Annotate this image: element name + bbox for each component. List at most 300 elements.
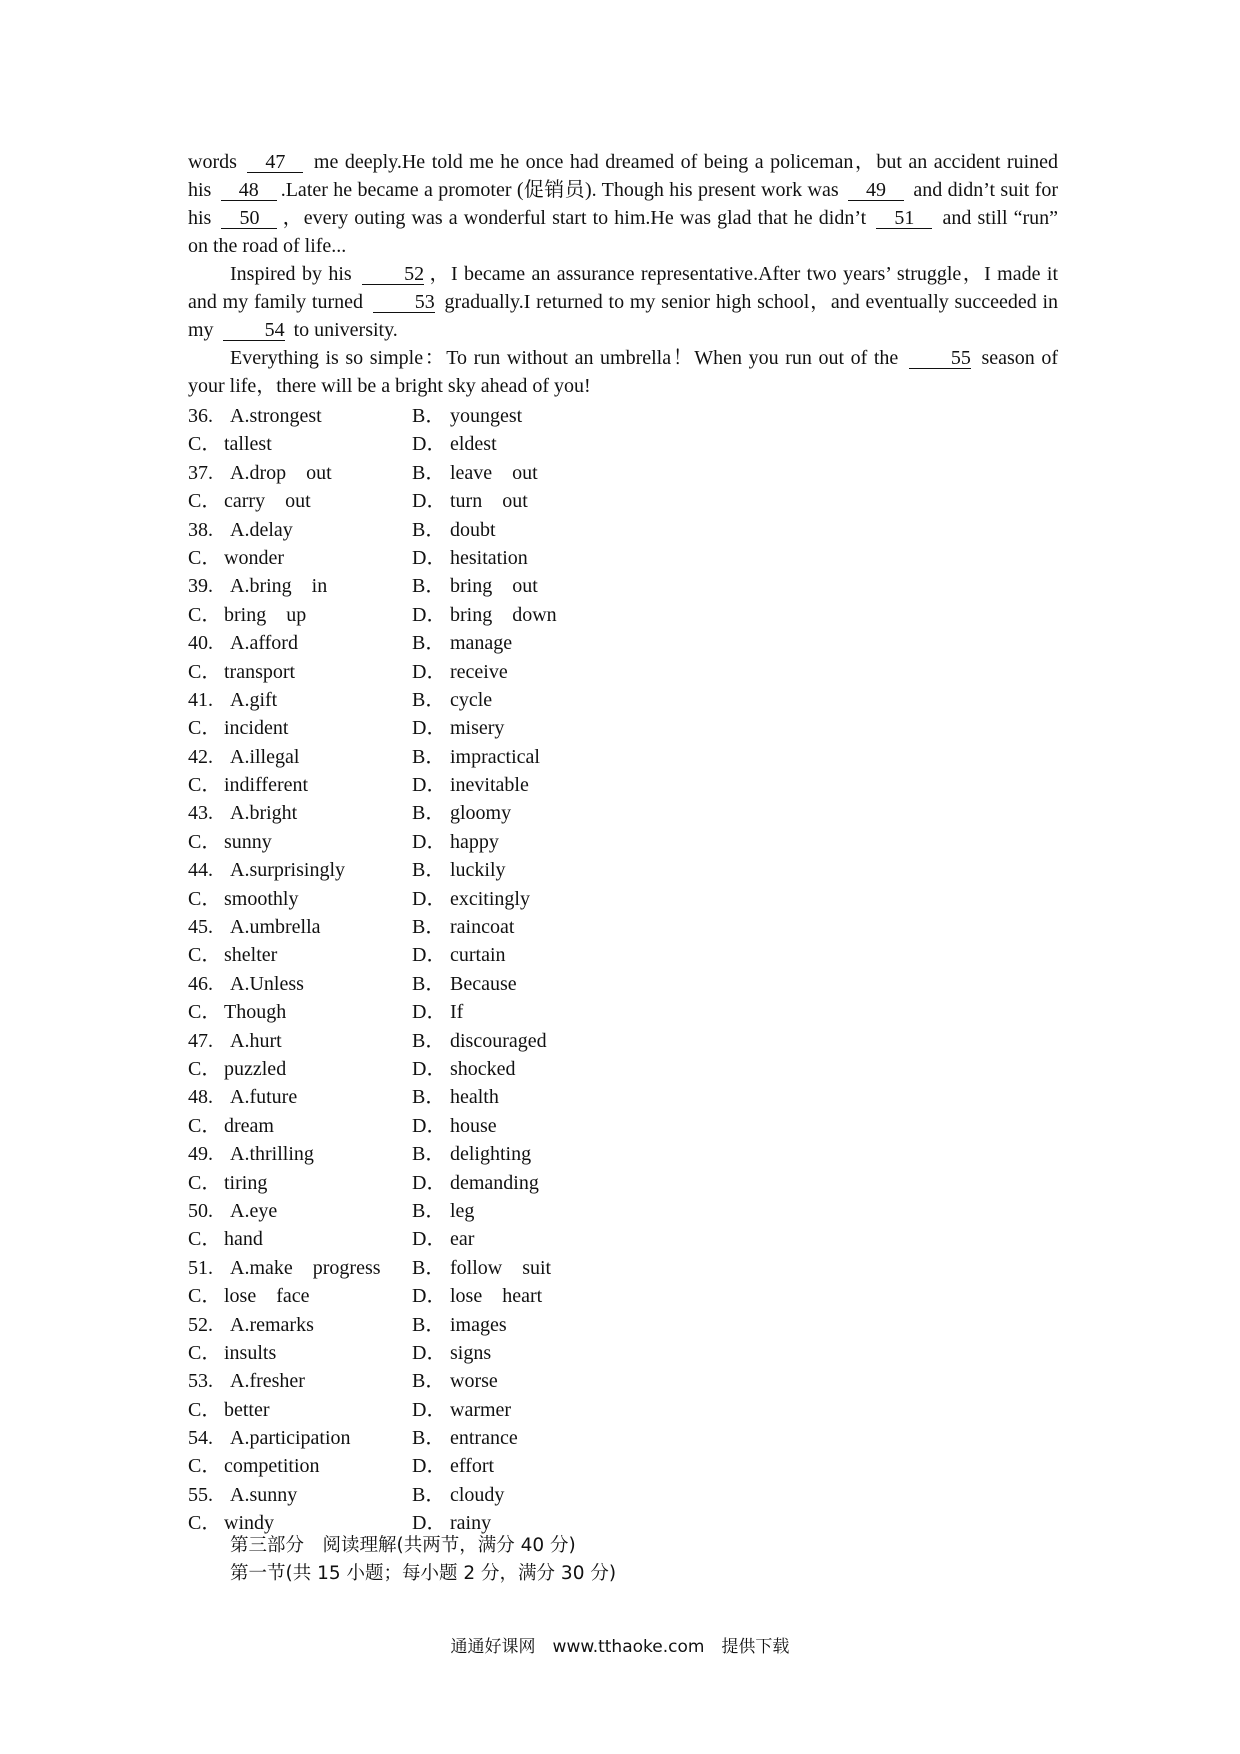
option-d bbox=[412, 771, 529, 799]
question-row-cd bbox=[188, 1169, 788, 1197]
option-a-text: A.eye bbox=[230, 1199, 278, 1222]
option-d bbox=[412, 941, 506, 969]
option-b-label: B． bbox=[412, 1143, 446, 1166]
option-d-text: misery bbox=[450, 717, 505, 740]
option-b bbox=[412, 743, 540, 771]
question-row-cd bbox=[188, 544, 788, 572]
option-b-text: Because bbox=[450, 972, 517, 995]
option-b-text: health bbox=[450, 1086, 499, 1109]
question-row-cd bbox=[188, 941, 788, 969]
question-row-ab bbox=[188, 459, 788, 487]
option-d-label: D． bbox=[412, 1171, 447, 1194]
option-b bbox=[412, 1140, 531, 1168]
option-c bbox=[188, 487, 311, 515]
option-b-label: B． bbox=[412, 575, 446, 598]
option-a bbox=[188, 1083, 297, 1111]
question-row-ab bbox=[188, 743, 788, 771]
option-d bbox=[412, 1225, 474, 1253]
option-c-text: hand bbox=[224, 1228, 263, 1251]
option-c-text: dream bbox=[224, 1114, 274, 1137]
option-b-text: bring out bbox=[450, 575, 538, 598]
question-row-cd bbox=[188, 1396, 788, 1424]
option-b bbox=[412, 1481, 504, 1509]
option-b-label: B． bbox=[412, 405, 446, 427]
question-row-ab bbox=[188, 1197, 788, 1225]
option-c-text: wonder bbox=[224, 546, 284, 569]
option-c-text: puzzled bbox=[224, 1057, 287, 1080]
option-a-text: A.umbrella bbox=[230, 916, 321, 939]
option-a-text: A.fresher bbox=[230, 1370, 305, 1393]
option-c-label: C． bbox=[188, 1285, 222, 1308]
option-a-text: A.surprisingly bbox=[230, 859, 345, 882]
option-c-label: C． bbox=[188, 1228, 222, 1251]
option-b-text: luckily bbox=[450, 859, 506, 882]
option-d-label: D． bbox=[412, 433, 447, 456]
question-number: 55. bbox=[188, 1483, 213, 1506]
option-d-label: D． bbox=[412, 774, 447, 797]
option-c bbox=[188, 941, 277, 969]
option-d bbox=[412, 601, 557, 629]
question-number: 43. bbox=[188, 802, 213, 825]
question-row-ab bbox=[188, 1027, 788, 1055]
option-d-text: happy bbox=[450, 830, 499, 853]
option-b-text: follow suit bbox=[450, 1256, 552, 1279]
option-d bbox=[412, 1396, 511, 1424]
question-row-ab bbox=[188, 913, 788, 941]
option-c bbox=[188, 1055, 286, 1083]
option-a bbox=[188, 629, 298, 657]
question-row-ab bbox=[188, 1083, 788, 1111]
question-number: 50. bbox=[188, 1199, 213, 1222]
question-number: 37. bbox=[188, 461, 213, 484]
option-d bbox=[412, 1112, 497, 1140]
option-d bbox=[412, 998, 463, 1026]
option-d bbox=[412, 1169, 539, 1197]
option-b-text: raincoat bbox=[450, 916, 515, 939]
option-c-text: lose face bbox=[224, 1285, 310, 1308]
option-d-label: D． bbox=[412, 717, 447, 740]
option-c-text: carry out bbox=[224, 490, 311, 513]
passage-text: ，I became an assurance representative.After two years’ struggle，I made it and my family turned bbox=[188, 263, 1059, 313]
option-b bbox=[412, 459, 538, 487]
option-b-label: B． bbox=[412, 518, 446, 541]
option-b-text: cycle bbox=[450, 688, 493, 711]
option-a-text: A.strongest bbox=[230, 405, 322, 427]
option-c-text: Though bbox=[224, 1001, 287, 1024]
question-number: 36. bbox=[188, 405, 213, 427]
option-b bbox=[412, 1367, 498, 1395]
question-row-cd bbox=[188, 885, 788, 913]
question-row-cd bbox=[188, 1452, 788, 1480]
option-d-label: D． bbox=[412, 603, 447, 626]
option-a-text: A.sunny bbox=[230, 1483, 298, 1506]
question-number: 38. bbox=[188, 518, 213, 541]
option-b bbox=[412, 856, 506, 884]
option-d-text: warmer bbox=[450, 1398, 512, 1421]
option-c bbox=[188, 658, 295, 686]
option-c-text: incident bbox=[224, 717, 289, 740]
question-row-ab bbox=[188, 1424, 788, 1452]
question-number: 48. bbox=[188, 1086, 213, 1109]
option-c-label: C． bbox=[188, 830, 222, 853]
option-b bbox=[412, 799, 511, 827]
option-c bbox=[188, 998, 286, 1026]
option-a-text: A.make progress bbox=[230, 1256, 381, 1279]
option-c-label: C． bbox=[188, 546, 222, 569]
option-a-text: A.Unless bbox=[230, 972, 304, 995]
question-row-cd bbox=[188, 1055, 788, 1083]
option-c-text: competition bbox=[224, 1455, 320, 1478]
option-a bbox=[188, 799, 297, 827]
passage-text: season of your life，there will be a bright sky ahead of you! bbox=[188, 347, 1059, 397]
option-a bbox=[188, 686, 277, 714]
option-b bbox=[412, 913, 514, 941]
question-row-cd bbox=[188, 1112, 788, 1140]
blank-50: 50 bbox=[221, 208, 277, 229]
question-number: 42. bbox=[188, 745, 213, 768]
question-row-cd bbox=[188, 1282, 788, 1310]
option-b-label: B． bbox=[412, 859, 446, 882]
option-d bbox=[412, 487, 528, 515]
option-d-text: demanding bbox=[450, 1171, 539, 1194]
option-c-label: C． bbox=[188, 1057, 222, 1080]
blank-49: 49 bbox=[848, 180, 904, 201]
option-d-label: D． bbox=[412, 830, 447, 853]
option-c-text: smoothly bbox=[224, 887, 299, 910]
passage-text: and still “run” on the road of life... bbox=[188, 207, 1059, 257]
option-d-text: ear bbox=[450, 1228, 475, 1251]
blank-48: 48 bbox=[221, 180, 277, 201]
option-d bbox=[412, 1452, 494, 1480]
question-row-cd bbox=[188, 828, 788, 856]
option-c-label: C． bbox=[188, 1398, 222, 1421]
option-a bbox=[188, 1311, 314, 1339]
option-b-text: impractical bbox=[450, 745, 540, 768]
option-a bbox=[188, 856, 345, 884]
option-d-text: eldest bbox=[450, 433, 497, 456]
option-b bbox=[412, 1083, 499, 1111]
option-c bbox=[188, 1225, 263, 1253]
option-b-text: cloudy bbox=[450, 1483, 505, 1506]
option-b bbox=[412, 1254, 551, 1282]
option-d-label: D． bbox=[412, 1285, 447, 1308]
blank-51: 51 bbox=[876, 208, 932, 229]
option-c-label: C． bbox=[188, 944, 222, 967]
option-b-label: B． bbox=[412, 1199, 446, 1222]
option-a-text: A.future bbox=[230, 1086, 298, 1109]
option-c-label: C． bbox=[188, 774, 222, 797]
passage-paragraph-2 bbox=[188, 260, 1058, 344]
option-c bbox=[188, 430, 272, 458]
question-row-ab bbox=[188, 402, 788, 430]
option-d-label: D． bbox=[412, 1341, 447, 1364]
option-c bbox=[188, 1396, 270, 1424]
option-d bbox=[412, 658, 508, 686]
question-row-cd bbox=[188, 771, 788, 799]
option-b bbox=[412, 1027, 547, 1055]
cloze-passage bbox=[188, 148, 1058, 400]
option-a bbox=[188, 913, 321, 941]
question-row-cd bbox=[188, 430, 788, 458]
blank-55: 55 bbox=[909, 348, 971, 369]
question-row-ab bbox=[188, 686, 788, 714]
option-c-label: C． bbox=[188, 660, 222, 683]
question-number: 39. bbox=[188, 575, 213, 598]
option-c-text: windy bbox=[224, 1512, 274, 1535]
option-a bbox=[188, 743, 299, 771]
option-c bbox=[188, 1169, 267, 1197]
question-row-cd bbox=[188, 1339, 788, 1367]
option-d-label: D． bbox=[412, 1057, 447, 1080]
question-row-ab bbox=[188, 1140, 788, 1168]
option-c-label: C． bbox=[188, 717, 222, 740]
option-d-text: effort bbox=[450, 1455, 495, 1478]
option-b-label: B． bbox=[412, 1256, 446, 1279]
option-a bbox=[188, 459, 332, 487]
option-c-label: C． bbox=[188, 1114, 222, 1137]
option-d-text: curtain bbox=[450, 944, 506, 967]
option-a bbox=[188, 1481, 297, 1509]
option-d-label: D． bbox=[412, 887, 447, 910]
passage-text: to university. bbox=[293, 319, 398, 341]
blank-47: 47 bbox=[247, 152, 303, 173]
question-row-cd bbox=[188, 487, 788, 515]
question-number: 41. bbox=[188, 688, 213, 711]
question-row-ab bbox=[188, 1367, 788, 1395]
option-d bbox=[412, 430, 497, 458]
passage-text: and didn’t suit for his bbox=[188, 179, 1059, 229]
blank-54: 54 bbox=[223, 320, 285, 341]
option-d-label: D． bbox=[412, 490, 447, 513]
option-d-label: D． bbox=[412, 1114, 447, 1137]
option-b-text: images bbox=[450, 1313, 507, 1336]
question-number: 47. bbox=[188, 1029, 213, 1052]
question-row-ab bbox=[188, 799, 788, 827]
option-b-label: B． bbox=[412, 916, 446, 939]
section-heading-part3: 第三部分 阅读理解(共两节，满分 40 分) bbox=[230, 1535, 576, 1556]
option-a-text: A.participation bbox=[230, 1427, 351, 1450]
question-row-ab bbox=[188, 1311, 788, 1339]
option-b-text: leg bbox=[450, 1199, 475, 1222]
option-b-label: B． bbox=[412, 632, 446, 655]
option-c-label: C． bbox=[188, 1455, 222, 1478]
question-row-ab bbox=[188, 856, 788, 884]
option-d-label: D． bbox=[412, 546, 447, 569]
question-row-cd bbox=[188, 998, 788, 1026]
question-row-ab bbox=[188, 1481, 788, 1509]
option-d-label: D． bbox=[412, 1398, 447, 1421]
option-b-text: entrance bbox=[450, 1427, 518, 1450]
option-a bbox=[188, 970, 304, 998]
option-b bbox=[412, 629, 512, 657]
question-row-ab bbox=[188, 970, 788, 998]
option-c-text: tallest bbox=[224, 433, 272, 456]
question-number: 49. bbox=[188, 1143, 213, 1166]
option-d-text: shocked bbox=[450, 1057, 516, 1080]
option-b-label: B． bbox=[412, 1483, 446, 1506]
question-row-cd bbox=[188, 1225, 788, 1253]
option-d-text: turn out bbox=[450, 490, 528, 513]
passage-paragraph-1 bbox=[188, 148, 1058, 260]
option-c-text: indifferent bbox=[224, 774, 309, 797]
option-a bbox=[188, 1254, 381, 1282]
option-a bbox=[188, 1027, 282, 1055]
question-number: 53. bbox=[188, 1370, 213, 1393]
option-d bbox=[412, 1282, 542, 1310]
passage-text: Inspired by his bbox=[230, 263, 352, 285]
passage-text: me deeply.He told me he once had dreamed of being a policeman，but an accident ruined his bbox=[188, 151, 1059, 201]
option-b-label: B． bbox=[412, 1427, 446, 1450]
option-a-text: A.afford bbox=[230, 632, 298, 655]
option-c-label: C． bbox=[188, 433, 222, 456]
question-row-ab bbox=[188, 1254, 788, 1282]
question-number: 52. bbox=[188, 1313, 213, 1336]
option-d-label: D． bbox=[412, 660, 447, 683]
option-b-text: gloomy bbox=[450, 802, 512, 825]
option-b bbox=[412, 970, 517, 998]
option-a-text: A.gift bbox=[230, 688, 278, 711]
answer-options-list bbox=[188, 402, 788, 1538]
passage-text: ，every outing was a wonderful start to him.He was glad that he didn’t bbox=[281, 207, 867, 229]
question-number: 44. bbox=[188, 859, 213, 882]
option-c bbox=[188, 828, 272, 856]
option-c-text: bring up bbox=[224, 603, 307, 626]
option-b-text: manage bbox=[450, 632, 513, 655]
option-d-text: hesitation bbox=[450, 546, 528, 569]
question-row-cd bbox=[188, 601, 788, 629]
option-d-text: bring down bbox=[450, 603, 557, 626]
option-a-text: A.thrilling bbox=[230, 1143, 314, 1166]
passage-paragraph-3 bbox=[188, 344, 1058, 400]
option-c-label: C． bbox=[188, 1171, 222, 1194]
option-d-label: D． bbox=[412, 1001, 447, 1024]
option-c bbox=[188, 1112, 274, 1140]
option-c bbox=[188, 601, 306, 629]
option-a-text: A.hurt bbox=[230, 1029, 282, 1052]
option-c-label: C． bbox=[188, 887, 222, 910]
option-d-label: D． bbox=[412, 944, 447, 967]
option-a bbox=[188, 1140, 314, 1168]
question-number: 51. bbox=[188, 1256, 213, 1279]
option-a-text: A.remarks bbox=[230, 1313, 314, 1336]
option-d-label: D． bbox=[412, 1228, 447, 1251]
option-d-label: D． bbox=[412, 1455, 447, 1478]
option-b-label: B． bbox=[412, 745, 446, 768]
option-c bbox=[188, 714, 288, 742]
option-d-text: receive bbox=[450, 660, 508, 683]
footer-download-note: 通通好课网 www.tthaoke.com 提供下载 bbox=[450, 1637, 790, 1657]
question-row-ab bbox=[188, 516, 788, 544]
option-c-label: C． bbox=[188, 1001, 222, 1024]
option-d-text: If bbox=[450, 1001, 464, 1024]
option-a bbox=[188, 516, 293, 544]
option-c-label: C． bbox=[188, 490, 222, 513]
option-c bbox=[188, 544, 284, 572]
option-a bbox=[188, 1424, 351, 1452]
option-b-text: leave out bbox=[450, 461, 538, 484]
option-c bbox=[188, 771, 308, 799]
option-b-label: B． bbox=[412, 461, 446, 484]
option-d-text: excitingly bbox=[450, 887, 530, 910]
question-number: 46. bbox=[188, 972, 213, 995]
passage-text: Everything is so simple：To run without an umbrella！When you run out of the bbox=[230, 347, 899, 369]
option-b bbox=[412, 516, 496, 544]
option-c-text: transport bbox=[224, 660, 296, 683]
option-d-text: inevitable bbox=[450, 774, 529, 797]
option-b bbox=[412, 1424, 518, 1452]
passage-text: words bbox=[188, 151, 237, 173]
option-b bbox=[412, 1197, 474, 1225]
option-b-text: delighting bbox=[450, 1143, 532, 1166]
option-b-label: B． bbox=[412, 1029, 446, 1052]
option-d bbox=[412, 885, 530, 913]
option-b-text: worse bbox=[450, 1370, 498, 1393]
option-b bbox=[412, 402, 522, 430]
option-c bbox=[188, 885, 298, 913]
option-c bbox=[188, 1452, 320, 1480]
option-b bbox=[412, 572, 538, 600]
option-a-text: A.delay bbox=[230, 518, 293, 541]
option-d bbox=[412, 828, 499, 856]
option-c-label: C． bbox=[188, 1512, 222, 1535]
option-c-text: shelter bbox=[224, 944, 278, 967]
option-a bbox=[188, 402, 322, 430]
blank-52: 52 bbox=[362, 264, 424, 285]
option-b bbox=[412, 686, 492, 714]
option-b-label: B． bbox=[412, 1313, 446, 1336]
option-c-label: C． bbox=[188, 603, 222, 626]
option-c-text: better bbox=[224, 1398, 270, 1421]
option-a-text: A.bring in bbox=[230, 575, 328, 598]
option-a bbox=[188, 1367, 305, 1395]
option-d-text: lose heart bbox=[450, 1285, 543, 1308]
option-c bbox=[188, 1282, 310, 1310]
question-number: 45. bbox=[188, 916, 213, 939]
question-number: 54. bbox=[188, 1427, 213, 1450]
option-a bbox=[188, 572, 327, 600]
question-row-cd bbox=[188, 714, 788, 742]
option-d bbox=[412, 1339, 491, 1367]
option-d-label: D． bbox=[412, 1512, 447, 1535]
section-heading-section1: 第一节(共 15 小题；每小题 2 分，满分 30 分) bbox=[230, 1563, 617, 1584]
blank-53: 53 bbox=[373, 292, 435, 313]
option-b-label: B． bbox=[412, 1086, 446, 1109]
option-a-text: A.drop out bbox=[230, 461, 332, 484]
question-row-cd bbox=[188, 658, 788, 686]
option-d bbox=[412, 714, 504, 742]
option-c bbox=[188, 1339, 276, 1367]
question-number: 40. bbox=[188, 632, 213, 655]
option-c-text: sunny bbox=[224, 830, 272, 853]
passage-text: gradually.I returned to my senior high school，and eventually succeeded in my bbox=[188, 291, 1059, 341]
option-b-label: B． bbox=[412, 972, 446, 995]
option-b-label: B． bbox=[412, 1370, 446, 1393]
option-a-text: A.illegal bbox=[230, 745, 300, 768]
option-c-label: C． bbox=[188, 1341, 222, 1364]
option-d-text: house bbox=[450, 1114, 497, 1137]
question-row-ab bbox=[188, 572, 788, 600]
question-row-ab bbox=[188, 629, 788, 657]
option-c-text: insults bbox=[224, 1341, 277, 1364]
option-b-text: doubt bbox=[450, 518, 496, 541]
option-a-text: A.bright bbox=[230, 802, 298, 825]
option-d-text: signs bbox=[450, 1341, 492, 1364]
passage-text: .Later he became a promoter (促销员). Though his present work was bbox=[280, 179, 839, 201]
option-b-text: discouraged bbox=[450, 1029, 547, 1052]
option-b bbox=[412, 1311, 507, 1339]
option-b-label: B． bbox=[412, 688, 446, 711]
option-d-text: rainy bbox=[450, 1512, 492, 1535]
